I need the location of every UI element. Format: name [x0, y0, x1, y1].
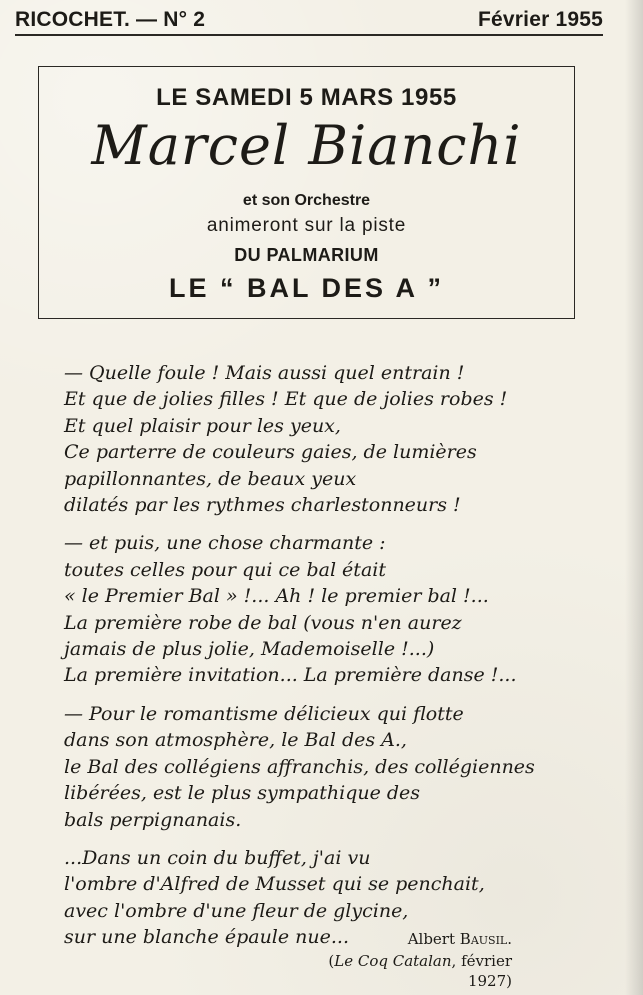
poem-signature [302, 929, 512, 991]
poem-line: dans son atmosphère, le Bal des A., [64, 729, 407, 752]
band-subtitle: et son Orchestre [242, 192, 371, 209]
venue-name: DU PALMARIUM [234, 245, 379, 265]
event-announcement-box [38, 66, 575, 319]
issue-date: Février 1955 [478, 8, 603, 31]
author-first-name: Albert [407, 930, 456, 948]
poem-stanza [64, 360, 534, 518]
author-line [302, 929, 512, 949]
band-name: Marcel Bianchi [91, 114, 522, 177]
poem-line: Et quel plaisir pour les yeux, [64, 414, 341, 437]
poem-line: dilatés par les rythmes charlestonneurs ! [64, 494, 461, 517]
poem-line: « le Premier Bal » !... Ah ! le premier bal !... [64, 585, 489, 608]
event-date-line: LE SAMEDI 5 MARS 1955 [156, 84, 457, 111]
poem-line: Ce parterre de couleurs gaies, de lumières [64, 441, 477, 464]
source-open-paren: ( [328, 952, 335, 970]
poem-block [64, 360, 534, 951]
event-title: LE “ BAL DES A ” [168, 273, 445, 303]
poem-line: — Quelle foule ! Mais aussi quel entrain ! [64, 362, 465, 384]
poem-line: toutes celles pour qui ce bal était [64, 558, 386, 581]
poem-line: bals perpignanais. [64, 808, 242, 831]
page-edge-shadow [625, 0, 643, 995]
poem-line: sur une blanche épaule nue... [64, 926, 349, 949]
author-last-name: Bausil. [459, 930, 512, 948]
poem-line: — Pour le romantisme délicieux qui flotte [64, 702, 464, 725]
poem-stanza [64, 701, 534, 833]
poem-line: Et que de jolies filles ! Et que de jolies robes ! [64, 388, 508, 411]
poem-line: le Bal des collégiens affranchis, des collégiennes [64, 755, 535, 778]
journal-heading: RICOCHET. — N° 2 [15, 8, 206, 31]
poem-stanza [64, 530, 534, 688]
poem-line: l'ombre d'Alfred de Musset qui se penchait, [64, 873, 485, 896]
event-description-line: animeront sur la piste [206, 215, 407, 236]
source-citation [302, 951, 512, 991]
document-header [15, 8, 603, 33]
source-title: Le Coq Catalan [334, 952, 452, 970]
header-divider [15, 34, 603, 36]
poem-line: La première invitation... La première danse !... [64, 664, 517, 687]
source-date: , février 1927) [451, 952, 512, 990]
poem-line: jamais de plus jolie, Mademoiselle !...) [64, 638, 435, 661]
poem-line: — et puis, une chose charmante : [64, 532, 386, 555]
poem-line: La première robe de bal (vous n'en aurez [64, 611, 462, 634]
poem-line: avec l'ombre d'une fleur de glycine, [64, 899, 409, 922]
poem-line: papillonnantes, de beaux yeux [64, 467, 357, 490]
poem-line: libérées, est le plus sympathique des [64, 782, 421, 805]
poem-line: ...Dans un coin du buffet, j'ai vu [64, 846, 371, 869]
